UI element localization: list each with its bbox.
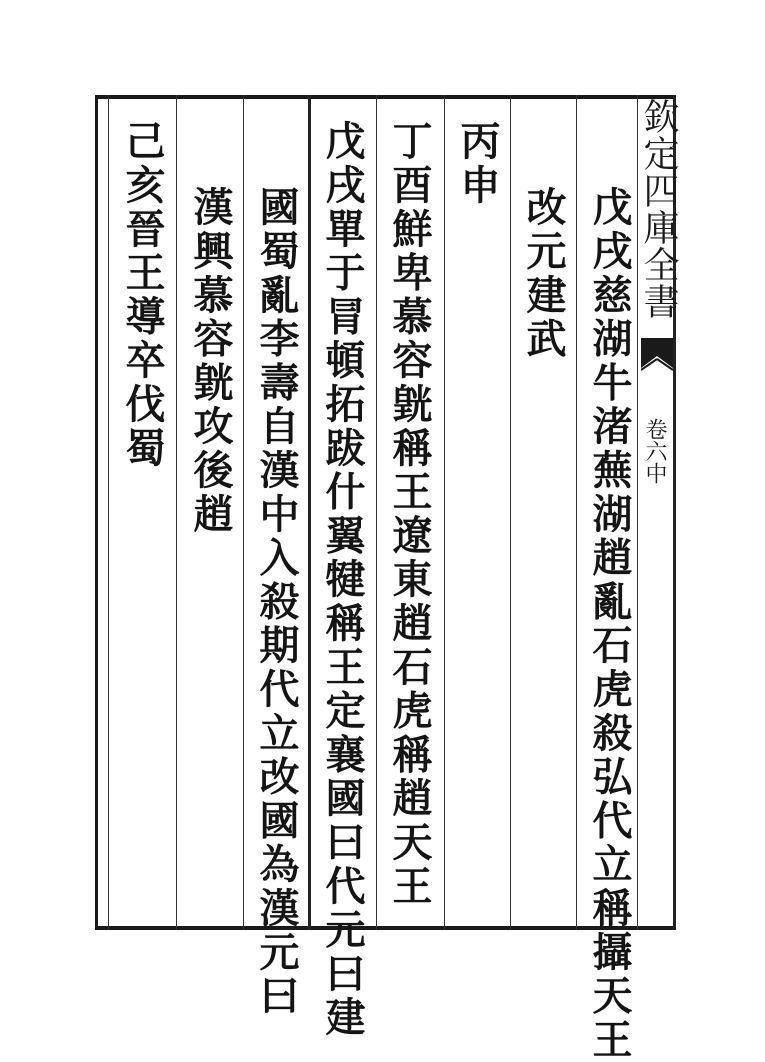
column-rule [308, 95, 311, 930]
book-title: 欽定四庫全書 [638, 98, 679, 320]
column-rule [243, 95, 244, 930]
text-column-8: 己亥晉王導卒伐蜀 [119, 120, 166, 471]
fish-tail-mark-icon [641, 338, 673, 372]
column-rule [376, 95, 377, 930]
column-rule [108, 95, 109, 930]
text-column-2: 改元建武 [520, 186, 567, 362]
text-column-3: 丙申 [454, 120, 501, 208]
text-column-4: 丁酉鮮卑慕容皝稱王遼東趙石虎稱趙天王 [386, 120, 433, 909]
column-rule [576, 95, 577, 930]
text-column-6: 國蜀亂李壽自漢中入殺期代立改國為漢元曰 [253, 186, 300, 1019]
text-column-5: 戊戌單于冐頓拓跋什翼犍稱王定襄國曰代元曰建 [319, 120, 366, 1040]
column-rule [176, 95, 177, 930]
column-rule [444, 95, 445, 930]
chapter-label: 卷六中 [642, 418, 667, 484]
text-column-1: 戊戌慈湖牛渚蕪湖趙亂石虎殺弘代立稱攝天王 [586, 186, 633, 1062]
text-column-7: 漢興慕容皝攻後趙 [187, 186, 234, 537]
column-rule [510, 95, 511, 930]
